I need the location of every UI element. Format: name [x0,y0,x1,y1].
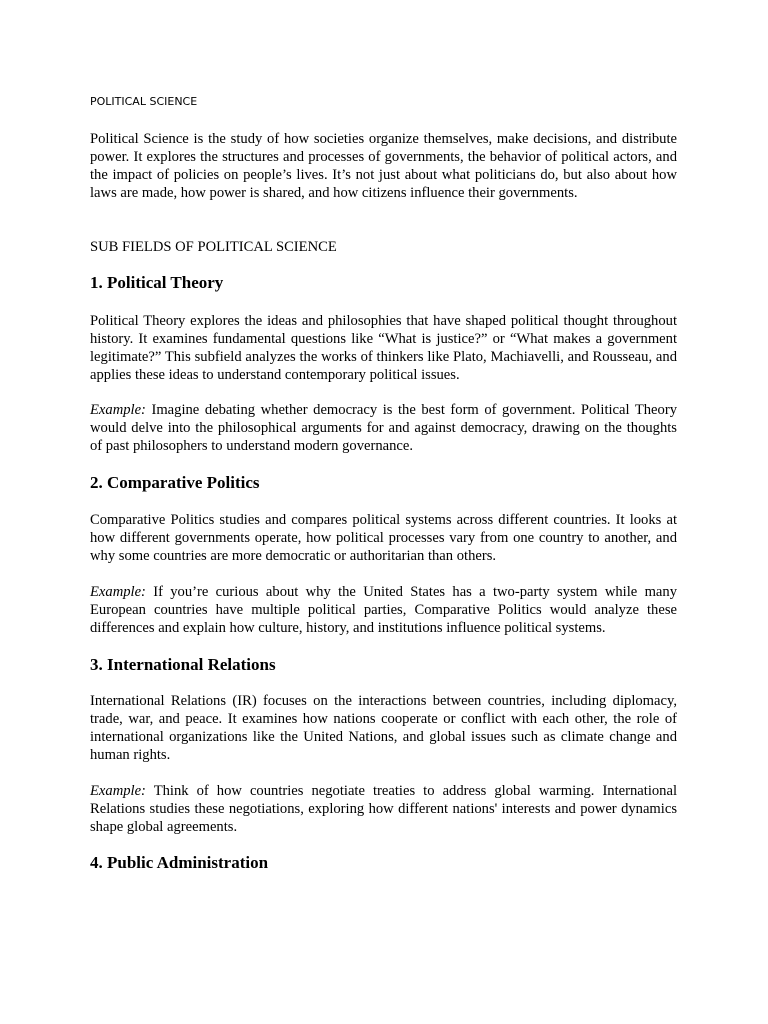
subfields-title: SUB FIELDS OF POLITICAL SCIENCE [90,239,337,255]
section-example-comparative-politics [90,583,677,637]
example-label: Example: [90,584,146,600]
section-example-political-theory [90,401,677,455]
section-heading-comparative-politics: 2. Comparative Politics [90,473,260,492]
example-label: Example: [90,783,146,799]
section-heading-international-relations: 3. International Relations [90,655,276,674]
section-body-political-theory: Political Theory explores the ideas and philosophies that have shaped political thought throughout history. It examines fundamental questions like “What is justice?” or “What makes a government legitimate?” This subfield analyzes the works of thinkers like Plato, Machiavelli, and Rousseau, and applies these ideas to understand contemporary political issues. [90,313,677,383]
example-text: If you’re curious about why the United States has a two-party system while many European countries have multiple political parties, Comparative Politics would analyze these differences and explain how culture, history, and institutions influence political systems. [90,584,677,636]
example-text: Think of how countries negotiate treaties to address global warming. International Relations studies these negotiations, exploring how different nations' interests and power dynamics shape global agreements. [90,783,677,835]
section-heading-public-administration: 4. Public Administration [90,853,269,872]
example-text: Imagine debating whether democracy is the best form of government. Political Theory would delve into the philosophical arguments for and against democracy, drawing on the thoughts of past philosophers to understand modern governance. [90,402,677,454]
section-example-international-relations [90,782,677,836]
example-label: Example: [90,402,146,418]
intro-paragraph: Political Science is the study of how societies organize themselves, make decisions, and distribute power. It explores the structures and processes of governments, the behavior of political actors, and the impact of policies on people’s lives. It’s not just about what politicians do, but also about how laws are made, how power is shared, and how citizens influence their governments. [90,131,677,201]
section-body-international-relations: International Relations (IR) focuses on the interactions between countries, including diplomacy, trade, war, and peace. It examines how nations cooperate or conflict with each other, the role of international organizations like the United Nations, and global issues such as climate change and human rights. [90,693,677,763]
document-title: POLITICAL SCIENCE [90,95,198,108]
section-body-comparative-politics: Comparative Politics studies and compares political systems across different countries. It looks at how different governments operate, how political processes vary from one country to another, and why some countries are more democratic or authoritarian than others. [90,512,677,564]
section-heading-political-theory: 1. Political Theory [90,273,224,292]
